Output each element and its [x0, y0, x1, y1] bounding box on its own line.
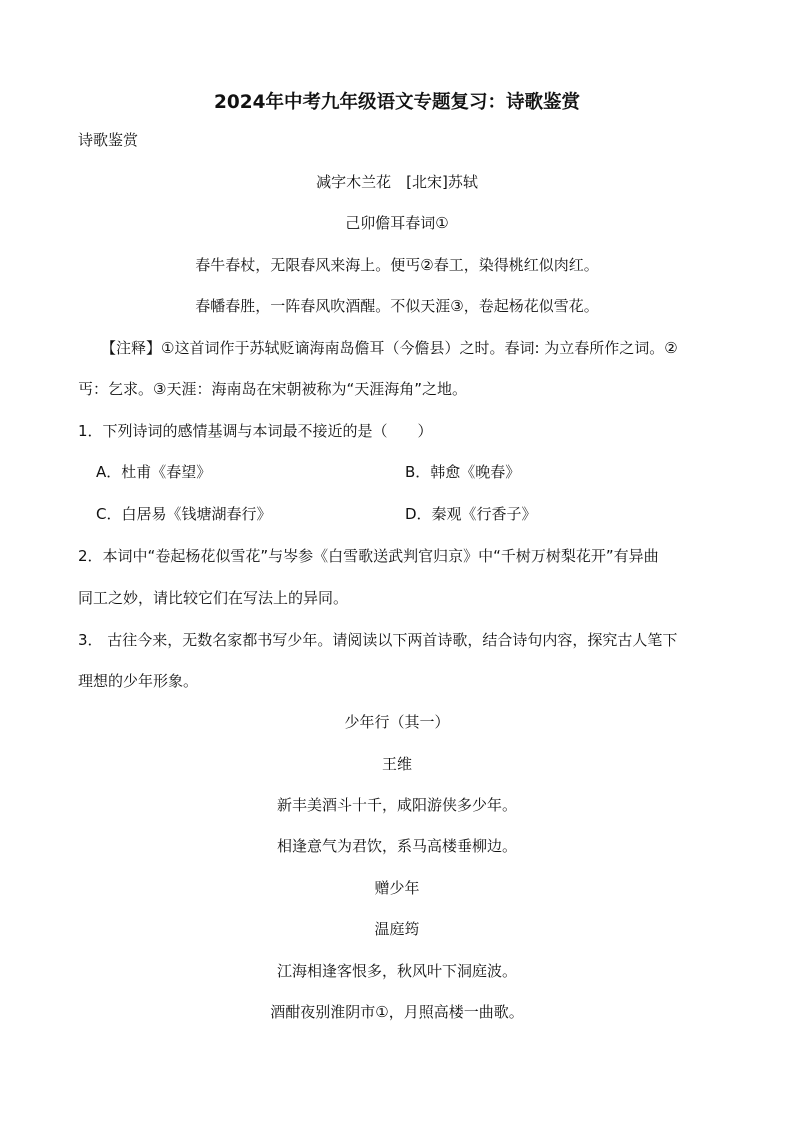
poem2-line-1: 新丰美酒斗十千，咸阳游侠多少年。	[276, 796, 517, 814]
poem3-author: 温庭筠	[374, 920, 420, 938]
page-title: 2024年中考九年级语文专题复习：诗歌鉴赏	[214, 92, 580, 113]
q1-option-c: C．白居易《钱塘湖春行》	[96, 505, 272, 523]
poem1-line-1: 春牛春杖，无限春风来海上。便丐②春工，染得桃红似肉红。	[195, 256, 599, 274]
poem2-author: 王维	[381, 755, 412, 773]
q1-option-d: D．秦观《行香子》	[405, 505, 537, 523]
question-3-line-2: 理想的少年形象。	[78, 672, 199, 690]
question-2-line-2: 同工之妙，请比较它们在写法上的异同。	[78, 589, 349, 607]
poem1-line-2: 春幡春胜，一阵春风吹酒醒。不似天涯③，卷起杨花似雪花。	[195, 297, 599, 315]
poem3-line-2: 酒酣夜别淮阴市①，月照高楼一曲歌。	[270, 1003, 524, 1021]
question-1-stem: 1．下列诗词的感情基调与本词最不接近的是（ ）	[78, 422, 433, 440]
q1-option-b: B．韩愈《晚春》	[405, 463, 521, 481]
poem3-line-1: 江海相逢客恨多，秋风叶下洞庭波。	[276, 962, 517, 980]
poem2-title: 少年行（其一）	[344, 713, 450, 731]
annotation-line-2: 丐：乞求。③天涯：海南岛在宋朝被称为“天涯海角”之地。	[78, 380, 467, 398]
poem1-header: 减字木兰花 [北宋]苏轼	[316, 173, 478, 191]
annotation-line-1: 【注释】①这首词作于苏轼贬谪海南岛儋耳（今儋县）之时。春词: 为立春所作之词。②	[101, 339, 678, 357]
q1-option-a: A．杜甫《春望》	[96, 463, 212, 481]
section-label: 诗歌鉴赏	[78, 131, 139, 149]
poem1-subtitle: 己卯儋耳春词①	[345, 214, 449, 232]
question-2-line-1: 2．本词中“卷起杨花似雪花”与岑参《白雪歌送武判官归京》中“千树万树梨花开”有异曲	[78, 547, 659, 565]
poem3-title: 赠少年	[374, 879, 420, 897]
question-3-line-1: 3． 古往今来，无数名家都书写少年。请阅读以下两首诗歌，结合诗句内容，探究古人笔下	[78, 631, 678, 649]
poem2-line-2: 相逢意气为君饮，系马高楼垂柳边。	[276, 837, 517, 855]
